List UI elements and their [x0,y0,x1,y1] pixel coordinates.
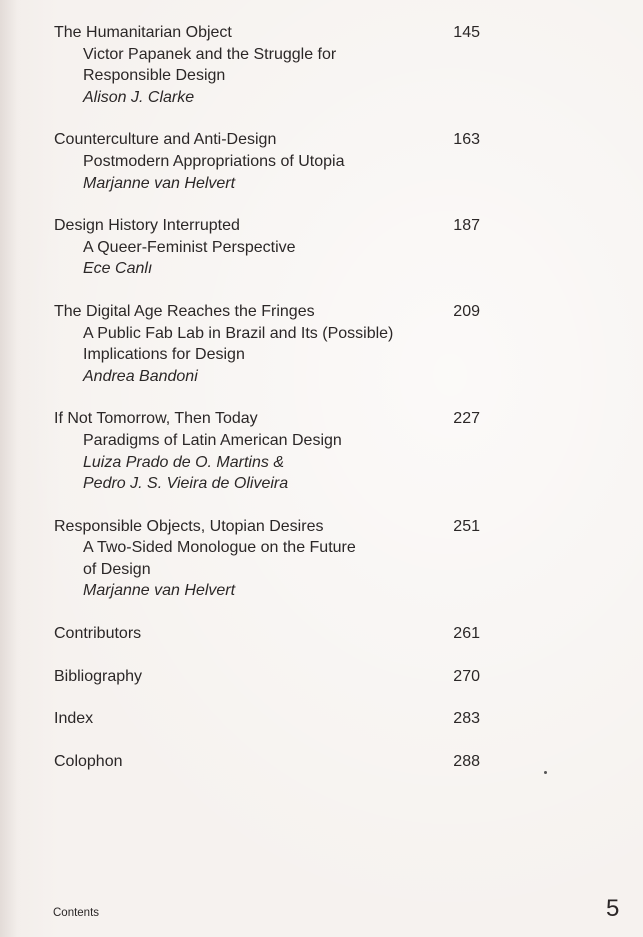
entry-subtitle-line: Responsible Design [83,67,226,85]
entry-subtitle-line: Implications for Design [83,346,245,364]
toc-entry [54,22,480,108]
entry-subtitle-line: Postmodern Appropriations of Utopia [83,152,345,170]
toc-entry [54,301,480,387]
entry-page-number: 270 [453,667,480,685]
toc-entry-contributors [54,623,480,645]
toc-entry [54,129,480,194]
entry-page-number: 251 [453,517,480,535]
entry-subtitle-line: Paradigms of Latin American Design [83,431,342,449]
entry-author: Alison J. Clarke [83,88,195,106]
toc-entry-colophon [54,751,480,773]
entry-title: Contributors [54,625,142,643]
entry-author: Pedro J. S. Vieira de Oliveira [83,475,289,493]
entry-page-number: 187 [453,217,480,235]
toc-entry [54,408,480,494]
entry-title: Colophon [54,752,123,770]
entry-author: Marjanne van Helvert [83,582,236,600]
entry-subtitle-line: A Two-Sided Monologue on the Future [83,539,356,557]
entry-subtitle-line: A Public Fab Lab in Brazil and Its (Possible) [83,324,394,342]
entry-author: Marjanne van Helvert [83,174,236,192]
entry-title: The Humanitarian Object [54,24,232,41]
entry-title: Counterculture and Anti-Design [54,131,277,149]
entry-title: Index [54,710,94,728]
toc-entry-index [54,708,480,730]
entry-title: Responsible Objects, Utopian Desires [54,517,324,535]
entry-page-number: 163 [453,131,480,149]
table-of-contents [54,22,480,772]
entry-title: Bibliography [54,667,143,685]
entry-page-number: 209 [453,302,480,320]
running-footer-section: Contents [53,907,100,919]
toc-entry [54,215,480,280]
toc-entry [54,516,480,602]
entry-page-number: 283 [453,710,480,728]
toc-entry-bibliography [54,666,480,688]
entry-subtitle-line: of Design [83,560,151,578]
paper-speck [544,771,547,774]
entry-page-number: 227 [453,410,480,428]
entry-subtitle-line: A Queer-Feminist Perspective [83,238,296,256]
entry-subtitle-line: Victor Papanek and the Struggle for [83,45,337,63]
entry-title: Design History Interrupted [54,217,240,235]
entry-page-number: 145 [453,24,480,41]
entry-page-number: 288 [453,752,480,770]
entry-title: If Not Tomorrow, Then Today [54,410,258,428]
entry-page-number: 261 [453,625,480,643]
entry-author: Luiza Prado de O. Martins & [83,453,284,471]
entry-author: Andrea Bandoni [83,367,198,385]
entry-author: Ece Canlı [83,260,153,278]
folio-page-number: 5 [606,895,620,922]
entry-title: The Digital Age Reaches the Fringes [54,302,315,320]
